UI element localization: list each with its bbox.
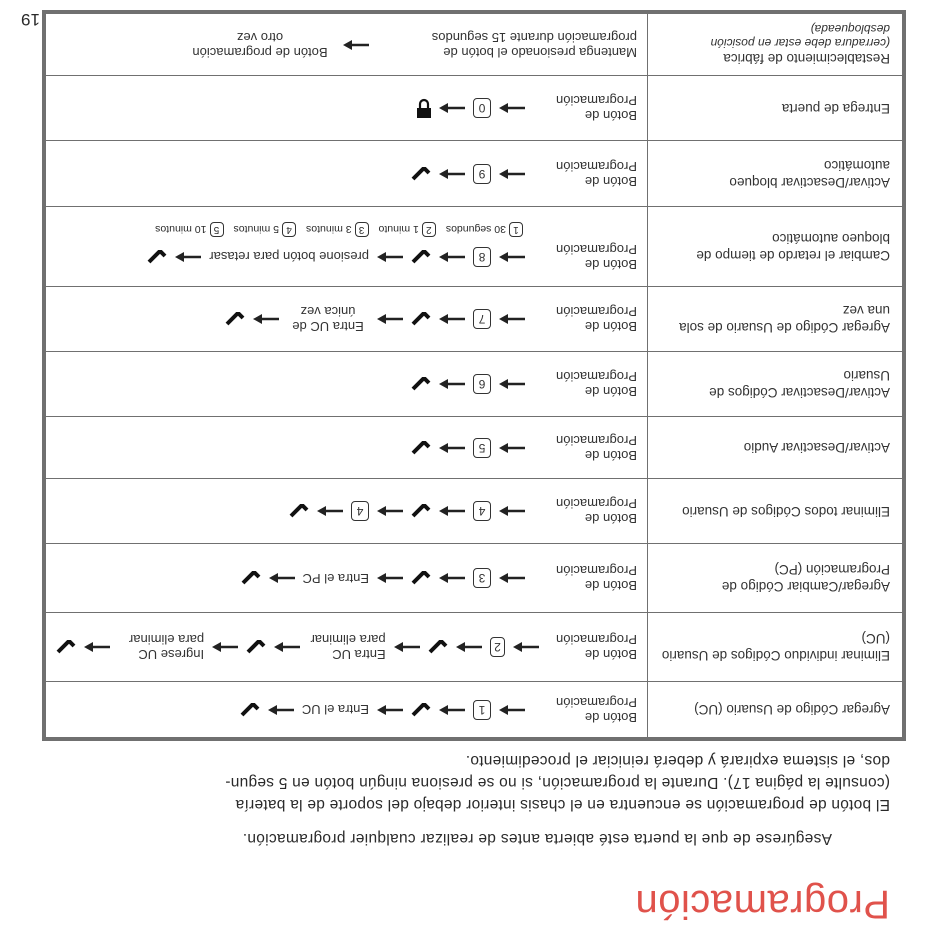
keypad-key: 3	[473, 569, 491, 589]
function-cell: Cambiar el retardo de tiempo de bloqueo automático	[648, 207, 905, 287]
keypad-key: 3	[355, 222, 369, 237]
steps-cell	[44, 544, 648, 613]
checkmark-icon	[411, 167, 431, 181]
checkmark-icon	[147, 250, 167, 264]
step-label: Mantenga presionado el botón de programación durante 15 segundos	[431, 30, 637, 60]
keypad-key: 0	[473, 99, 491, 119]
body-line: (consulte la página 17). Durante la programación, si no se presiona ningún botón en 5 segun-	[225, 774, 890, 791]
keypad-key: 4	[473, 502, 491, 522]
keypad-key: 2	[490, 638, 506, 658]
arrow-right-icon	[439, 507, 465, 517]
delay-option	[446, 222, 523, 237]
function-label: Restablecimiento de fábrica	[723, 51, 890, 67]
table-row	[44, 141, 904, 207]
keypad-key: 8	[473, 247, 491, 267]
step-label: Entra UC de única vez	[292, 304, 364, 335]
steps-cell	[44, 207, 648, 287]
body-line: El botón de programación se encuentra en el chasis interior debajo del soporte de la batería	[235, 796, 890, 813]
arrow-right-icon	[212, 643, 238, 653]
steps-cell	[44, 287, 648, 352]
delay-option-label: 5 minutos	[233, 223, 280, 236]
arrow-right-icon	[439, 169, 465, 179]
keypad-key: 6	[473, 375, 491, 395]
checkmark-icon	[225, 313, 245, 327]
function-cell: Agregar Código de Usuario (UC)	[648, 682, 905, 739]
lock-icon	[417, 99, 431, 119]
checkmark-icon	[411, 250, 431, 264]
arrow-right-icon	[439, 443, 465, 453]
table-row	[44, 76, 904, 141]
table-row	[44, 417, 904, 479]
arrow-right-icon	[377, 574, 403, 584]
body-line: dos, el sistema expirará y deberá reiniciar el procedimiento.	[465, 752, 890, 769]
checkmark-icon	[246, 641, 266, 655]
function-note: (cerradura debe estar en posición desbloqueada)	[710, 22, 890, 51]
arrow-right-icon	[268, 705, 294, 715]
table-row	[44, 352, 904, 417]
prog-button-label: Botón de Programación	[556, 563, 637, 594]
function-cell: Eliminar todos Códigos de Usuario	[648, 479, 905, 544]
step-label: Ingrese UC para eliminar	[128, 632, 205, 663]
delay-option-label: 30 segundos	[445, 223, 506, 236]
prog-button-label: Botón de Programación	[556, 369, 637, 400]
keypad-key: 2	[422, 222, 436, 237]
delay-option-label: 10 minutos	[155, 223, 207, 236]
delay-option-label: 3 minutos	[306, 223, 352, 236]
checkmark-icon	[240, 703, 260, 717]
arrow-right-icon	[377, 315, 403, 325]
arrow-right-icon	[317, 507, 343, 517]
keypad-key: 4	[351, 502, 369, 522]
prog-button-label: Botón de Programación	[556, 433, 637, 463]
arrow-right-icon	[377, 507, 403, 517]
table-row	[44, 13, 904, 77]
delay-option	[379, 222, 436, 237]
keypad-key: 5	[210, 222, 224, 237]
step-label: Entra el PC	[302, 571, 369, 586]
arrow-right-icon	[269, 574, 295, 584]
table-row	[44, 479, 904, 544]
prog-button-label: Botón de Programación	[556, 632, 637, 663]
arrow-right-icon	[499, 443, 525, 453]
programming-table	[42, 11, 906, 742]
checkmark-icon	[411, 313, 431, 327]
function-cell: Activar/Desactivar bloqueo automático	[648, 141, 905, 207]
arrow-right-icon	[343, 40, 369, 50]
arrow-right-icon	[439, 574, 465, 584]
checkmark-icon	[411, 441, 431, 455]
steps-cell	[44, 682, 648, 739]
arrow-right-icon	[499, 507, 525, 517]
prog-button-label: Botón de Programación	[556, 304, 637, 335]
keypad-key: 5	[473, 438, 491, 458]
checkmark-icon	[411, 703, 431, 717]
function-cell: Entrega de puerta	[648, 76, 905, 141]
table-row	[44, 544, 904, 613]
delay-option	[306, 222, 369, 237]
arrow-right-icon	[253, 315, 279, 325]
function-cell: Eliminar individuo Códigos de Usuario (UC)	[648, 613, 905, 682]
arrow-right-icon	[175, 252, 201, 262]
arrow-right-icon	[499, 169, 525, 179]
checkmark-icon	[428, 641, 448, 655]
arrow-right-icon	[439, 252, 465, 262]
checkmark-icon	[241, 572, 261, 586]
table-row	[44, 207, 904, 287]
steps-cell	[44, 613, 648, 682]
table-row	[44, 287, 904, 352]
table-row	[44, 613, 904, 682]
checkmark-icon	[289, 505, 309, 519]
prog-button-label: Botón de Programación	[556, 496, 637, 527]
arrow-right-icon	[377, 252, 403, 262]
checkmark-icon	[411, 505, 431, 519]
keypad-key: 1	[473, 700, 491, 720]
steps-cell	[44, 352, 648, 417]
checkmark-icon	[411, 378, 431, 392]
steps-cell	[44, 76, 648, 141]
steps-cell	[44, 417, 648, 479]
arrow-right-icon	[394, 643, 420, 653]
arrow-right-icon	[513, 643, 539, 653]
arrow-right-icon	[499, 104, 525, 114]
body-paragraph	[50, 749, 890, 815]
keypad-key: 9	[473, 164, 491, 184]
prog-button-label: Botón de Programación	[556, 242, 637, 272]
arrow-right-icon	[439, 705, 465, 715]
arrow-right-icon	[439, 104, 465, 114]
steps-cell	[44, 13, 648, 77]
function-cell: Activar/Desactivar Audio	[648, 417, 905, 479]
delay-option	[234, 222, 297, 237]
prog-button-label: Botón de Programación	[556, 694, 637, 725]
delay-options	[56, 222, 637, 237]
page-number: 19	[21, 10, 40, 29]
function-cell: Agregar/Cambiar Código de Programación (PC)	[648, 544, 905, 613]
step-label: Botón de programación otro vez	[192, 30, 328, 60]
delay-option	[155, 222, 223, 237]
keypad-key: 4	[282, 222, 296, 237]
function-cell	[648, 13, 905, 77]
keypad-key: 1	[509, 222, 523, 237]
function-cell: Activar/Desactivar Códigos de Usuario	[648, 352, 905, 417]
step-label: presione botón para retasar	[209, 249, 369, 265]
intro-text: Asegúrese de que la puerta esté abierta antes de realizar cualquier programación.	[242, 830, 832, 847]
delay-option-label: 1 minuto	[378, 223, 419, 236]
arrow-right-icon	[274, 643, 300, 653]
arrow-right-icon	[499, 252, 525, 262]
page-title: Programación	[634, 882, 890, 926]
arrow-right-icon	[499, 315, 525, 325]
checkmark-icon	[411, 572, 431, 586]
table-row	[44, 682, 904, 739]
arrow-right-icon	[84, 643, 110, 653]
step-label: Entra UC para eliminar	[310, 632, 386, 663]
function-cell: Agregar Código de Usuario de sola una vez	[648, 287, 905, 352]
arrow-right-icon	[439, 380, 465, 390]
steps-cell	[44, 141, 648, 207]
prog-button-label: Botón de Programación	[556, 93, 637, 124]
arrow-right-icon	[499, 705, 525, 715]
arrow-right-icon	[377, 705, 403, 715]
arrow-right-icon	[499, 574, 525, 584]
keypad-key: 7	[473, 310, 491, 330]
prog-button-label: Botón de Programación	[556, 159, 637, 189]
steps-cell	[44, 479, 648, 544]
checkmark-icon	[56, 641, 76, 655]
step-label: Entra el UC	[301, 702, 369, 718]
arrow-right-icon	[439, 315, 465, 325]
arrow-right-icon	[456, 643, 482, 653]
arrow-right-icon	[499, 380, 525, 390]
